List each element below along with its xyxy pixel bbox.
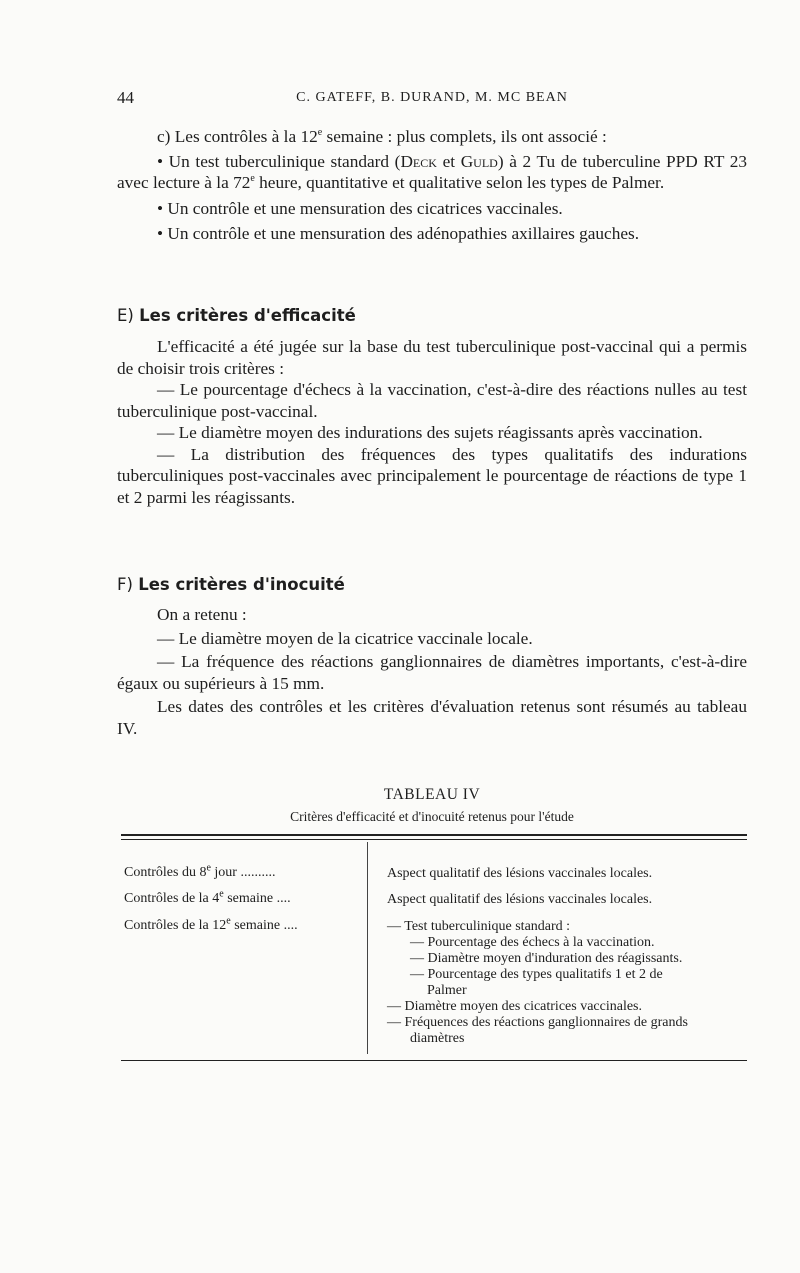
table-list-item: — Test tuberculinique standard : [387,919,571,934]
criterion-ganglion-frequency: — La fréquence des réactions ganglionnaires de diamètres importants, c'est-à-dire égaux ou supérieurs à 15 mm. [117,652,747,693]
table-list-item: — Diamètre moyen des cicatrices vaccinales. [387,999,642,1014]
table-list-item: Palmer [427,983,467,998]
page-header [117,88,747,112]
criterion-distribution: — La distribution des fréquences des types qualitatifs des indurations tuberculiniques post-vaccinales avec principalement le pourcentage de réactions de type 1 et 2 parmi les réagissants. [117,444,747,507]
table-title: TABLEAU IV [383,786,481,803]
table-row-label: Contrôles de la 4e semaine .... [124,888,291,906]
section-f-heading: F) Les critères d'inocuité [117,575,345,594]
table-caption: Critères d'efficacité et d'inocuité retenus pour l'étude [290,809,574,824]
section-e-body [117,336,747,508]
section-e-heading: E) Les critères d'efficacité [117,306,356,325]
table-row-value: Aspect qualitatif des lésions vaccinales locales. [387,892,653,907]
criterion-failure-rate: — Le pourcentage d'échecs à la vaccination, c'est-à-dire des réactions nulles au test tuberculinique post-vaccinal. [117,380,747,421]
table-reference-paragraph: Les dates des contrôles et les critères d'évaluation retenus sont résumés au tableau IV. [117,697,747,738]
section-c-intro: c) Les contrôles à la 12e semaine : plus complets, ils ont associé : [157,127,607,146]
table-list-item: — Fréquences des réactions ganglionnaires de grands [387,1015,688,1030]
table-row-value: Aspect qualitatif des lésions vaccinales locales. [387,866,653,881]
section-e-paragraph: L'efficacité a été jugée sur la base du test tuberculinique post-vaccinal qui a permis de choisir trois critères : [117,337,747,378]
criterion-scar-diameter: — Le diamètre moyen de la cicatrice vaccinale locale. [157,628,533,648]
bullet-tuberculin-test: • Un test tuberculinique standard (Deck et Guld) à 2 Tu de tuberculine PPD RT 23 avec lecture à la 72e heure, quantitative et qualitative selon les types de Palmer. [117,151,747,192]
criterion-mean-diameter: — Le diamètre moyen des indurations des sujets réagissants après vaccination. [157,423,703,442]
table-list-item: diamètres [410,1031,465,1046]
table-row-label: Contrôles du 8e jour .......... [124,862,276,880]
running-head: C. GATEFF, B. DURAND, M. MC BEAN [296,90,568,105]
table-row-value [387,919,747,1047]
table-bottom-rule [121,1060,747,1061]
table-list-item: — Pourcentage des échecs à la vaccination. [410,935,655,950]
bullet-adenopathy-control: • Un contrôle et une mensuration des adénopathies axillaires gauches. [157,224,640,243]
page-number: 44 [117,88,134,107]
section-f-body [117,604,747,739]
bullet-scar-control: • Un contrôle et une mensuration des cicatrices vaccinales. [157,198,563,218]
table-top-rule-thin [121,839,747,840]
section-f-intro: On a retenu : [157,605,247,624]
section-c [117,126,747,245]
table-top-rule [121,834,747,836]
table-list-item: — Pourcentage des types qualitatifs 1 et 2 de [410,967,663,982]
table-row-label: Contrôles de la 12e semaine .... [124,915,298,933]
table-list-item: — Diamètre moyen d'induration des réagissants. [410,951,683,966]
table-column-divider [367,842,368,1054]
